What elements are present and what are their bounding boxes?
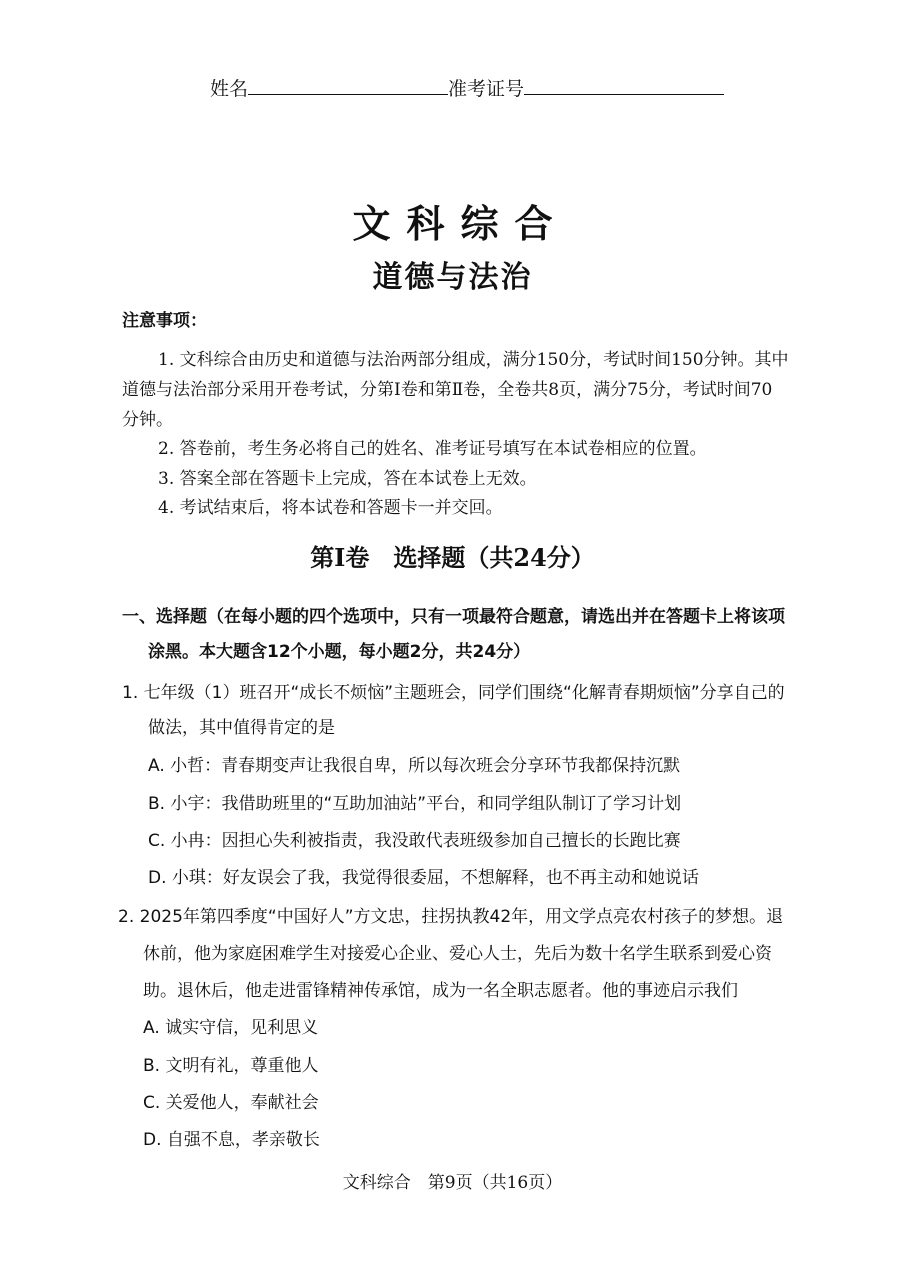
note-line: 道德与法治部分采用开卷考试，分第Ⅰ卷和第Ⅱ卷，全卷共8页，满分75分，考试时间70 [122, 380, 773, 400]
note-line: 1. 文科综合由历史和道德与法治两部分组成，满分150分，考试时间150分钟。其中 [158, 350, 789, 370]
question-2-stem: 休前，他为家庭困难学生对接爱心企业、爱心人士，先后为数十名学生联系到爱心资 [143, 944, 772, 964]
question-1-option-d: D. 小琪：好友误会了我，我觉得很委屈，不想解释，也不再主动和她说话 [148, 868, 699, 888]
page-footer: 文科综合 第9页（共16页） [342, 1173, 563, 1193]
page-title: 文科综合 [352, 201, 569, 246]
question-2-stem: 2. 2025年第四季度“中国好人”方文忠，拄拐执教42年，用文学点亮农村孩子的梦想。退 [118, 907, 784, 927]
note-line: 3. 答案全部在答题卡上完成，答在本试卷上无效。 [158, 469, 537, 489]
question-2-option-c: C. 关爱他人，奉献社会 [143, 1093, 319, 1113]
question-2-option-b: B. 文明有礼，尊重他人 [143, 1056, 319, 1076]
note-line: 分钟。 [122, 410, 173, 430]
part-one-title: 第Ⅰ卷 选择题（共24分） [310, 543, 595, 572]
name-label: 姓名 [210, 78, 249, 100]
note-line: 4. 考试结束后，将本试卷和答题卡一并交回。 [158, 498, 503, 518]
exam-id-label: 准考证号 [448, 78, 525, 100]
exam-id-blank [524, 76, 724, 95]
section-instruction: 一、选择题（在每小题的四个选项中，只有一项最符合题意，请选出并在答题卡上将该项 [122, 607, 785, 627]
note-line: 2. 答卷前，考生务必将自己的姓名、准考证号填写在本试卷相应的位置。 [158, 439, 707, 459]
question-1-option-b: B. 小宇：我借助班里的“互助加油站”平台，和同学组队制订了学习计划 [148, 794, 682, 814]
question-2-option-a: A. 诚实守信，见利思义 [143, 1018, 319, 1038]
question-1-option-a: A. 小哲：青春期变声让我很自卑，所以每次班会分享环节我都保持沉默 [148, 756, 681, 776]
candidate-info-line [210, 74, 724, 101]
page-subtitle: 道德与法治 [372, 260, 533, 295]
question-1-stem: 1. 七年级（1）班召开“成长不烦恼”主题班会，同学们围绕“化解青春期烦恼”分享自己的 [122, 683, 785, 703]
question-2-stem: 助。退休后，他走进雷锋精神传承馆，成为一名全职志愿者。他的事迹启示我们 [143, 981, 738, 1001]
question-1-option-c: C. 小冉：因担心失利被指责，我没敢代表班级参加自己擅长的长跑比赛 [148, 831, 681, 851]
name-blank [248, 76, 448, 95]
question-1-stem: 做法，其中值得肯定的是 [148, 718, 335, 738]
question-2-option-d: D. 自强不息，孝亲敬长 [143, 1130, 320, 1150]
notes-heading: 注意事项： [122, 311, 207, 331]
section-instruction: 涂黑。本大题含12个小题，每小题2分，共24分） [148, 642, 531, 662]
